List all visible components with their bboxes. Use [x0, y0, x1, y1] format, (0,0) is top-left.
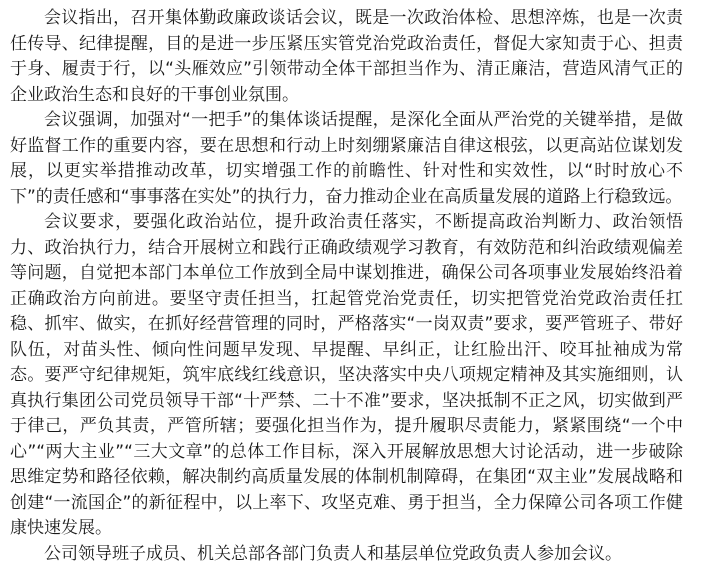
paragraph-attendees: 公司领导班子成员、机关总部各部门负责人和基层单位党政负责人参加会议。: [44, 543, 622, 564]
paragraph-meeting-emphasis: 会议强调，加强对“一把手”的集体谈话提醒，是深化全面从严治党的关键举措，是做好监督工作的重要内容，要在思想和行动上时刻绷紧廉洁自律这根弦，以更高站位谋划发展，以更实举措推动改革，切实增强工作的前瞻性、针对性和实效性，以“时时放心不下”的责任感和“事事落在实处”的执行力，奋力推动企业在高质量发展的道路上行稳致远。: [10, 110, 683, 207]
paragraph-meeting-points: 会议指出，召开集体勤政廉政谈话会议，既是一次政治体检、思想淬炼，也是一次责任传导、纪律提醒，目的是进一步压紧压实管党治党政治责任，督促大家知责于心、担责于身、履责于行，以“头雁效应”引领带动全体干部担当作为、清正廉洁，营造风清气正的企业政治生态和良好的干事创业氛围。: [10, 8, 683, 105]
paragraph-meeting-requirements: 会议要求，要强化政治站位，提升政治责任落实，不断提高政治判断力、政治领悟力、政治执行力，结合开展树立和践行正确政绩观学习教育，有效防范和纠治政绩观偏差等问题，自觉把本部门本单位工作放到全局中谋划推进，确保公司各项事业发展始终沿着正确政治方向前进。要坚守责任担当，扛起管党治党责任，切实把管党治党政治责任扛稳、抓牢、做实，在抓好经营管理的同时，严格落实“一岗双责”要求，要严管班子、带好队伍，对苗头性、倾向性问题早发现、早提醒、早纠正，让红脸出汗、咬耳扯袖成为常态。要严守纪律规矩，筑牢底线红线意识，坚决落实中央八项规定精神及其实施细则，认真执行集团公司党员领导干部“十严禁、二十不准”要求，坚决抵制不正之风，切实做到严于律己，严负其责，严管所辖；要强化担当作为，提升履职尽责能力，紧紧围绕“一个中心”“两大主业”“三大文章”的总体工作目标，深入开展解放思想大讨论活动，进一步破除思维定势和路径依赖，解决制约高质量发展的体制机制障碍，在集团“双主业”发展战略和创建“一流国企”的新征程中，以上率下、攻坚克难、勇于担当，全力保障公司各项工作健康快速发展。: [10, 212, 683, 538]
